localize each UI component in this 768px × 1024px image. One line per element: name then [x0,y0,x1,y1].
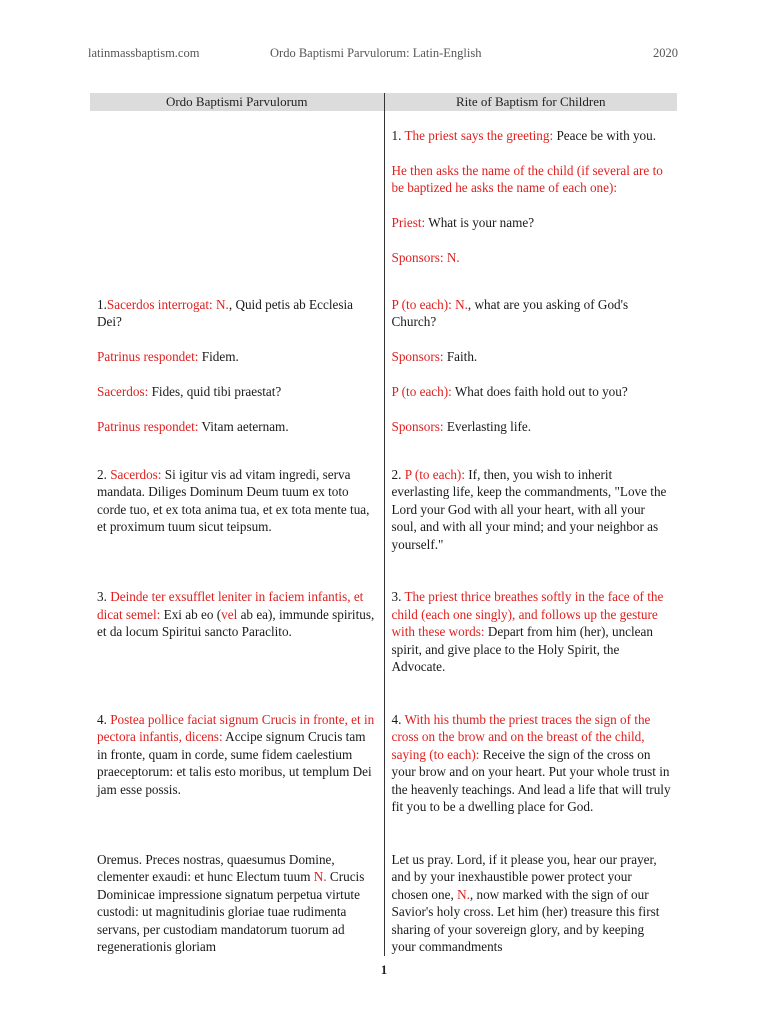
column-headers [90,93,677,111]
site-name: latinmassbaptism.com [88,46,200,60]
rubric-text: With his thumb the priest traces the sign of the cross on the brow and on the breast of the child, saying (to each): [391,711,651,762]
latin-paragraph [97,711,376,799]
rubric-text: N. [457,886,470,902]
page-header [88,46,678,62]
verse-row [90,833,677,956]
spoken-text: Everlasting life. [443,419,532,434]
rubric-text: Sponsors: [391,419,444,434]
document-title: Ordo Baptismi Parvulorum: Latin-English [270,46,482,60]
spoken-text: 2. [391,466,405,482]
spoken-text: Let us pray. Lord, if it please you, hear our prayer, and by your inexhaustible power protect your chosen one, [391,851,657,902]
spoken-text: 3. [97,589,111,604]
english-paragraph [392,466,672,554]
spoken-text: Faith. [443,349,478,364]
verse-row [90,693,677,833]
latin-paragraph [97,851,376,956]
document-year: 2020 [653,46,678,60]
english-paragraph [392,348,672,366]
spoken-text: , Quid petis ab Ecclesia Dei? [97,296,353,329]
latin-cell [90,284,384,452]
english-paragraph [392,162,672,197]
spoken-text: Peace be with you. [553,127,657,143]
spoken-text: Fides, quid tibi praestat? [148,384,282,399]
english-paragraph [392,588,672,676]
rubric-text: Sacerdos interrogat: N. [106,296,229,312]
english-cell [384,284,677,452]
rubric-text: The priest says the greeting: [404,127,554,143]
english-cell [384,693,677,833]
latin-paragraph [97,588,376,641]
rubric-text: Postea pollice faciat signum Crucis in fronte, et in pectora infantis, dicens: [97,711,375,744]
rubric-text: Sacerdos: [97,384,149,399]
english-paragraph [392,383,672,401]
english-paragraph [392,711,672,816]
spoken-text: Si igitur vis ad vitam ingredi, serva mandata. Diliges Dominum Deum tuum ex toto corde tuo, et ex tota anima tua, et ex tota mente tua, et proximum tuum sicut teipsum. [97,466,370,534]
spoken-text: 2. [97,466,111,482]
spoken-text: Receive the sign of the cross on your brow and on your heart. Put your whole trust in the heavenly teachings. And lead a life that will truly fit you to be a dwelling place for God. [391,746,671,814]
rubric-text: Sponsors: [391,349,444,364]
spoken-text: Crucis Dominicae impressione signatum perpetua virtute custodi: ut magnitudinis gloriae tuae rudimenta servans, per custodiam mandatorum tuorum ad regenerationis gloriam [97,869,365,954]
english-cell [384,111,677,284]
rubric-text: P (to each): [391,384,452,399]
spoken-text: 4. [391,711,405,727]
rubric-text: Sponsors: N. [391,250,460,265]
rubric-text: P (to each): [404,466,465,482]
english-paragraph [392,851,672,956]
parallel-text-table [90,93,677,956]
verse-row [90,284,677,452]
latin-paragraph [97,418,376,436]
spoken-text: , what are you asking of God's Church? [391,296,629,329]
spoken-text: Accipe signum Crucis tam in fronte, quam in corde, sume fidem caelestium praeceptorum: et talis esto moribus, ut templum Dei jam esse possis. [97,729,372,797]
rubric-text: Sacerdos: [110,466,162,482]
spoken-text: Fidem. [198,349,239,364]
spoken-text: , now marked with the sign of our Savior's holy cross. Let him (her) treasure this first sharing of your sovereign glory, and by keeping your commandments [391,886,660,954]
rubric-text: Priest: [391,215,426,230]
latin-paragraph [97,348,376,366]
spoken-text: 4. [97,711,111,727]
rubric-text: The priest thrice breathes softly in the face of the child (each one singly), and follows up the gesture with these words: [391,589,664,639]
english-cell [384,570,677,693]
spoken-text: 1. [391,127,405,143]
latin-cell [90,452,384,571]
rubric-text: He then asks the name of the child (if several are to be baptized he asks the name of each one): [391,162,663,195]
spoken-text: Exi ab eo ( [160,606,222,622]
verse-row [90,111,677,284]
english-paragraph [392,127,672,145]
latin-cell [90,693,384,833]
english-cell [384,833,677,956]
latin-paragraph [97,466,376,536]
latin-cell [90,570,384,693]
spoken-text: Vitam aeternam. [198,419,289,434]
spoken-text: Oremus. Preces nostras, quaesumus Domine, clementer exaudi: et hunc Electum tuum [97,851,335,884]
spoken-text: 1. [97,296,107,312]
rubric-text: Patrinus respondet: [97,419,199,434]
spoken-text: What does faith hold out to you? [451,384,628,399]
latin-paragraph [97,296,376,331]
english-paragraph [392,296,672,331]
spoken-text: Depart from him (her), unclean spirit, and give place to the Holy Spirit, the Advocate. [391,624,653,674]
verse-row [90,452,677,571]
spoken-text: 3. [391,589,405,604]
rubric-text: Patrinus respondet: [97,349,199,364]
latin-cell [90,111,384,284]
spoken-text: What is your name? [425,215,535,230]
page-number: 1 [380,963,388,977]
english-paragraph [392,249,672,267]
latin-column-header: Ordo Baptismi Parvulorum [90,93,384,111]
english-column-header: Rite of Baptism for Children [384,93,677,111]
verse-row [90,570,677,693]
rubric-text: N. [313,869,327,884]
english-paragraph [392,214,672,232]
spoken-text: If, then, you wish to inherit everlasting life, keep the commandments, "Love the Lord your God with all your heart, with all your soul, and with all your mind; and your neighbor as yourself." [391,466,667,552]
latin-paragraph [97,383,376,401]
spoken-text: ab ea), immunde spiritus, et da locum Spiritui sancto Paraclito. [97,606,375,639]
english-paragraph [392,418,672,436]
latin-cell [90,833,384,956]
english-cell [384,452,677,571]
rubric-text: P (to each): N. [391,296,468,312]
rubric-text: vel [221,606,238,622]
rubric-text: Deinde ter exsufflet leniter in faciem infantis, et dicat semel: [97,589,364,622]
